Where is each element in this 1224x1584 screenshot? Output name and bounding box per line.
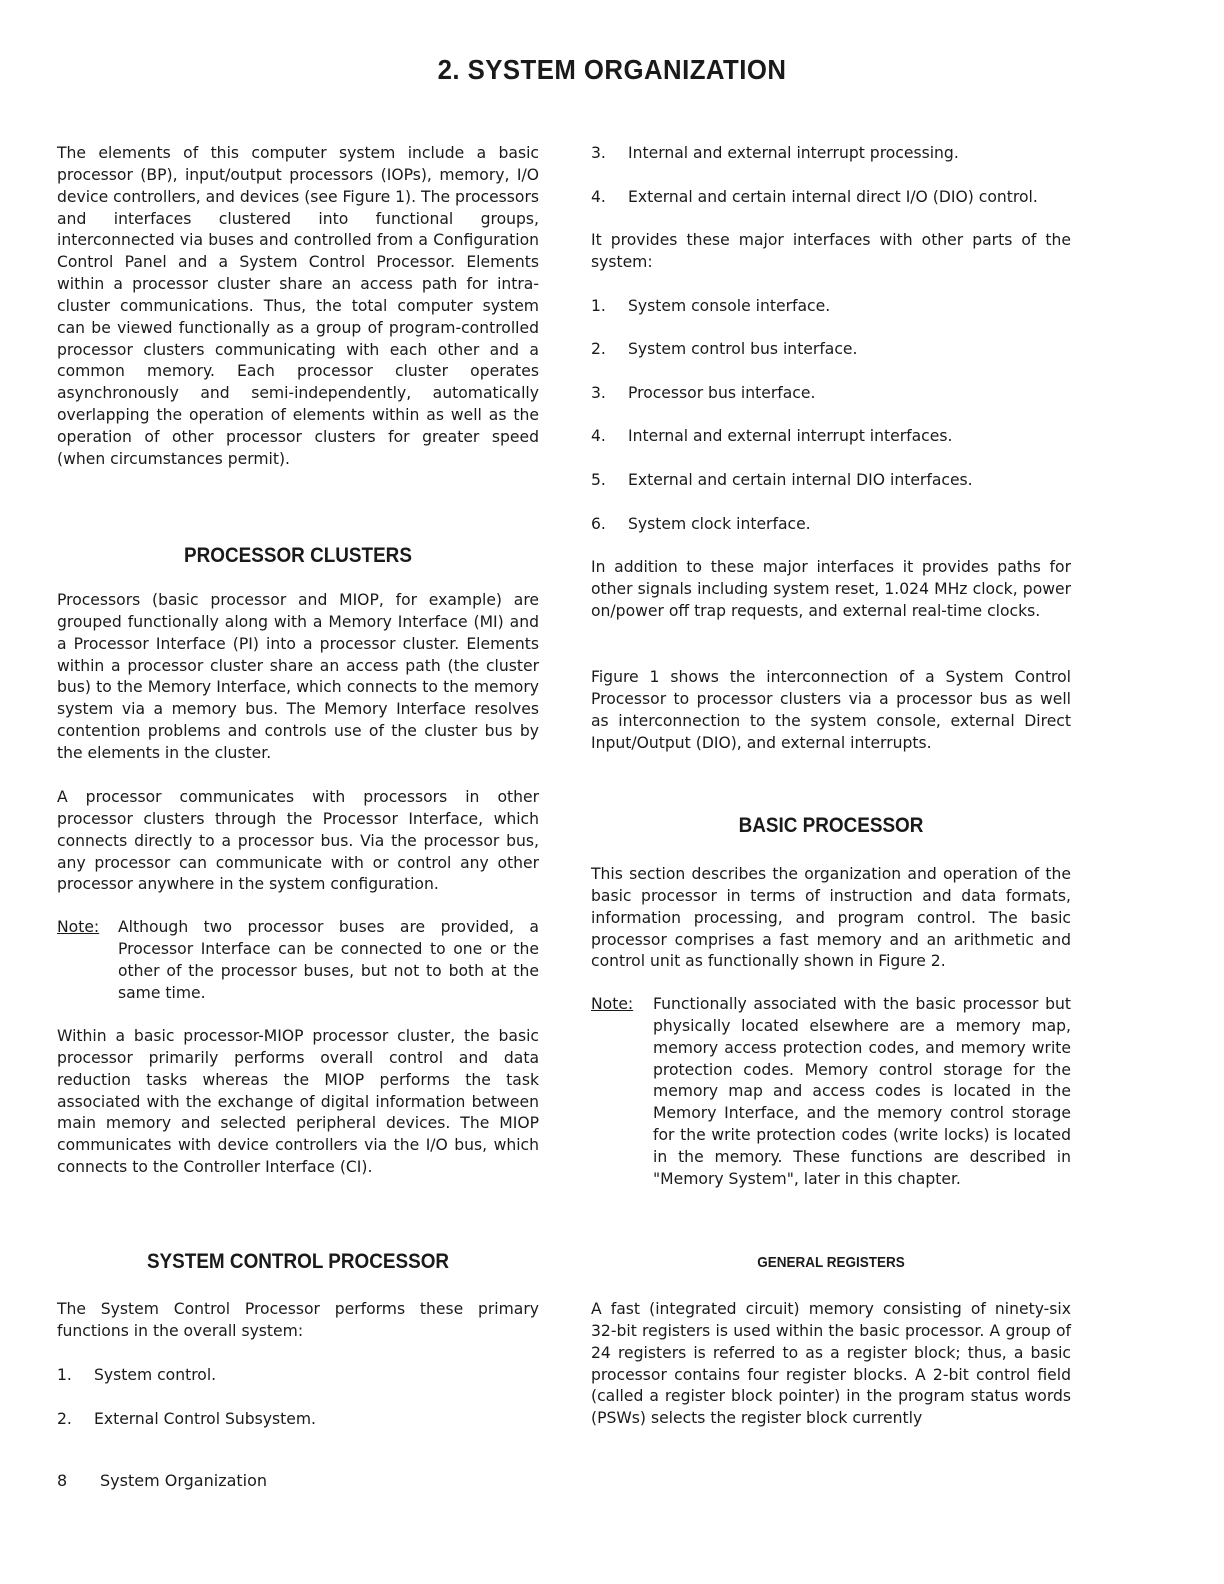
list-number: 5. <box>591 471 606 489</box>
list-number: 6. <box>591 515 606 533</box>
basic-processor-paragraph: This section describes the organization and operation of the basic processor in terms of instruction and data formats, information processing, and program control. The basic processor comprises a fast memory and an arithmetic and control unit as functionally shown in Figure 2. <box>591 865 1071 971</box>
list-text: External and certain internal DIO interfaces. <box>628 471 973 489</box>
processor-clusters-p1-block <box>57 590 539 765</box>
list-text: System console interface. <box>628 297 831 315</box>
general-registers-paragraph: A fast (integrated circuit) memory consisting of ninety-six 32-bit registers is used within the basic processor. A group of 24 registers is referred to as a register block; thus, a basic processor contains four register blocks. A 2-bit control field (called a register block pointer) in the program status words (PSWs) selects the register block currently <box>591 1300 1071 1428</box>
list-number: 4. <box>591 188 606 206</box>
processor-clusters-p2-block <box>57 787 539 896</box>
list-item <box>591 339 1071 361</box>
list-text: System clock interface. <box>628 515 811 533</box>
list-text: External Control Subsystem. <box>94 1410 316 1428</box>
list-number: 3. <box>591 144 606 162</box>
list-number: 4. <box>591 427 606 445</box>
note-memory-functions <box>591 994 1071 1191</box>
note-label: Note: <box>57 918 100 936</box>
intro-paragraph: The elements of this computer system include a basic processor (BP), input/output processors (IOPs), memory, I/O device controllers, and devices (see Figure 1). The processors and interfaces clustered into functional groups, interconnected via buses and controlled from a Configuration Control Panel and a System Control Processor. Elements within a processor cluster share an access path for intra-cluster communications. Thus, the total computer system can be viewed functionally as a group of program-controlled processor clusters communicating with each other and a common memory. Each processor cluster operates asynchronously and semi-independently, automatically overlapping the operation of elements within as well as the operation of other processor clusters for greater speed (when circumstances permit). <box>57 144 539 468</box>
list-item <box>591 187 1071 209</box>
footer-section-title: System Organization <box>100 1471 268 1490</box>
processor-clusters-paragraph-3: Within a basic processor-MIOP processor cluster, the basic processor primarily performs overall control and data reduction tasks whereas the MIOP performs the task associated with the exchange of digital information between main memory and selected peripheral devices. The MIOP communicates with device controllers via the I/O bus, which connects to the Controller Interface (CI). <box>57 1027 539 1177</box>
list-item <box>591 296 1071 318</box>
list-item <box>591 383 1071 405</box>
list-item <box>57 1409 539 1431</box>
heading-processor-clusters: PROCESSOR CLUSTERS <box>184 544 412 567</box>
scp-intro-block <box>57 1299 539 1343</box>
list-number: 2. <box>57 1410 72 1428</box>
list-item <box>591 426 1071 448</box>
processor-clusters-p3-block <box>57 1026 539 1179</box>
processor-clusters-paragraph-1: Processors (basic processor and MIOP, for example) are grouped functionally along with a Memory Interface (MI) and a Processor Interface (PI) into a processor cluster. Elements within a processor cluster share an access path (the cluster bus) to the Memory Interface, which connects to the memory system via a memory bus. The Memory Interface resolves contention problems and controls use of the cluster bus by the elements in the cluster. <box>57 591 539 762</box>
note-label: Note: <box>591 995 634 1013</box>
list-number: 3. <box>591 384 606 402</box>
note-text: Functionally associated with the basic processor but physically located elsewhere are a memory map, memory access protection codes, and memory write protection codes. Memory control storage for the memory map and access codes is located in the Memory Interface, and the memory control storage for the write protection codes (write locks) is located in the memory. These functions are described in "Memory System", later in this chapter. <box>653 995 1071 1188</box>
general-registers-block <box>591 1299 1071 1430</box>
scp-intro-paragraph: The System Control Processor performs these primary functions in the overall system: <box>57 1300 539 1340</box>
list-item <box>57 1365 539 1387</box>
list-item <box>591 514 1071 536</box>
figure-ref-paragraph: Figure 1 shows the interconnection of a System Control Processor to processor clusters via a processor bus as well as interconnection to the system console, external Direct Input/Output (DIO), and external interrupts. <box>591 668 1071 752</box>
processor-clusters-paragraph-2: A processor communicates with processors in other processor clusters through the Processor Interface, which connects directly to a processor bus. Via the processor bus, any processor can communicate with or control any other processor anywhere in the system configuration. <box>57 788 539 894</box>
list-item <box>591 143 1071 165</box>
page-number: 8 <box>57 1471 68 1490</box>
addition-paragraph: In addition to these major interfaces it provides paths for other signals including system reset, 1.024 MHz clock, power on/power off trap requests, and external real-time clocks. <box>591 558 1071 620</box>
list-text: Internal and external interrupt processing. <box>628 144 959 162</box>
list-text: Internal and external interrupt interfaces. <box>628 427 953 445</box>
list-number: 2. <box>591 340 606 358</box>
heading-general-registers: GENERAL REGISTERS <box>757 1254 905 1271</box>
heading-basic-processor: BASIC PROCESSOR <box>738 814 924 837</box>
chapter-title: 2. SYSTEM ORGANIZATION <box>437 54 787 85</box>
list-text: External and certain internal direct I/O (DIO) control. <box>628 188 1038 206</box>
list-number: 1. <box>591 297 606 315</box>
list-number: 1. <box>57 1366 72 1384</box>
note-text: Although two processor buses are provided, a Processor Interface can be connected to one or the other of the processor buses, but not to both at the same time. <box>118 918 539 1002</box>
page-footer <box>57 1471 267 1490</box>
interfaces-intro-block <box>591 230 1071 274</box>
list-text: System control. <box>94 1366 217 1384</box>
note-processor-buses <box>57 917 539 1004</box>
addition-block <box>591 557 1071 623</box>
heading-system-control-processor: SYSTEM CONTROL PROCESSOR <box>146 1250 450 1273</box>
basic-processor-p1-block <box>591 864 1071 973</box>
list-item <box>591 470 1071 492</box>
list-text: Processor bus interface. <box>628 384 816 402</box>
intro-section <box>57 143 539 471</box>
interfaces-intro-paragraph: It provides these major interfaces with other parts of the system: <box>591 231 1071 271</box>
figure-ref-block <box>591 667 1071 754</box>
list-text: System control bus interface. <box>628 340 858 358</box>
